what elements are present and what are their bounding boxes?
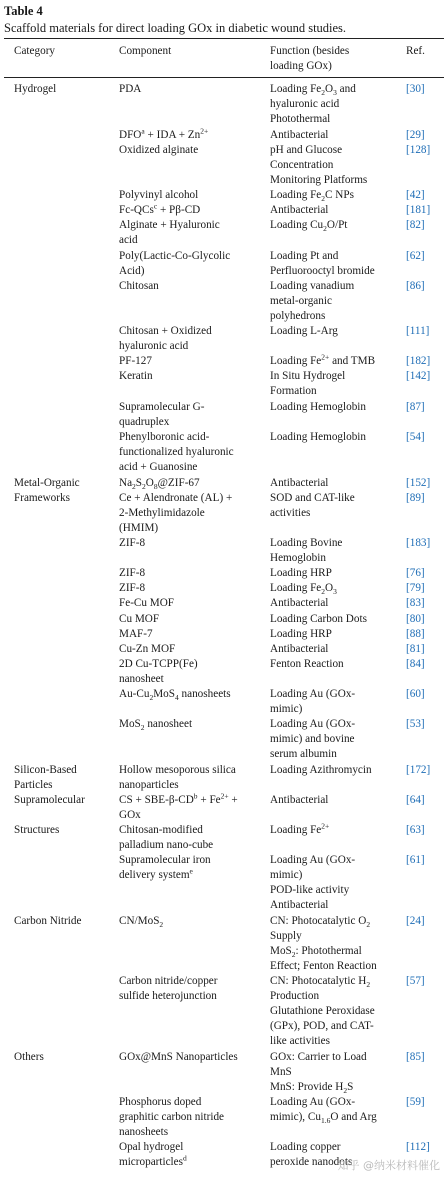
ref-link-text[interactable]: [152] (406, 477, 431, 489)
component-cell-line: $Au-Cu_2MoS_4$ nanosheets (119, 688, 231, 703)
function-cell-line: CN: Photocatalytic $O_2$ (270, 915, 371, 930)
function-cell (270, 188, 402, 203)
component-cell-line: quadruplex (119, 416, 170, 429)
function-cell-line: Fenton Reaction (270, 658, 344, 670)
header-function-line: loading GOx) (270, 60, 332, 73)
ref-link-text[interactable]: [182] (406, 355, 431, 367)
component-cell-line: Ce + Alendronate (AL) + (119, 492, 233, 504)
header-function-line: Function (besides (270, 45, 350, 57)
component-cell-line: Chitosan-modified (119, 824, 203, 836)
function-cell (270, 581, 402, 596)
ref-link[interactable] (406, 249, 444, 264)
function-cell-line: Antibacterial (270, 477, 329, 489)
component-cell-line: (HMIM) (119, 522, 159, 535)
function-cell-line: SOD and CAT-like (270, 492, 355, 504)
function-cell-line: Concentration (270, 159, 334, 172)
component-cell (119, 763, 267, 793)
ref-link[interactable] (406, 657, 444, 672)
function-cell-line: Loading copper (270, 1141, 341, 1153)
function-cell-line: mimic), $Cu_{1.6}O$ and Arg (270, 1111, 377, 1126)
category-cell (14, 823, 114, 838)
function-cell (270, 853, 402, 913)
function-cell (270, 476, 402, 491)
component-cell (119, 1095, 267, 1140)
function-cell-line: Loading Pt and (270, 250, 339, 262)
component-cell (119, 369, 267, 384)
header-component: Component (119, 45, 172, 57)
ref-link-text[interactable]: [60] (406, 688, 425, 700)
component-cell-line: functionalized hyaluronic (119, 446, 234, 459)
ref-link[interactable] (406, 823, 444, 838)
component-cell (119, 642, 267, 657)
function-cell-line: activities (270, 507, 311, 520)
component-cell-line: ZIF-8 (119, 567, 146, 579)
function-cell-line: Loading L-Arg (270, 325, 338, 337)
category-cell-line: Particles (14, 779, 53, 792)
component-cell-line: Hollow mesoporous silica (119, 764, 236, 776)
function-cell-line: Glutathione Peroxidase (270, 1005, 375, 1018)
function-cell-line: In Situ Hydrogel (270, 370, 346, 382)
component-cell-line: 2D Cu-TCPP(Fe) (119, 658, 198, 670)
component-cell (119, 476, 267, 491)
component-cell-line: Poly(Lactic-Co-Glycolic (119, 250, 231, 262)
component-cell-line: GOx (119, 809, 141, 822)
component-cell (119, 627, 267, 642)
function-cell-line: Loading Azithromycin (270, 764, 372, 776)
function-cell-line: POD-like activity (270, 884, 350, 897)
ref-link-text[interactable]: [76] (406, 567, 425, 579)
component-cell-line: Alginate + Hyaluronic (119, 219, 220, 231)
function-cell (270, 717, 402, 762)
component-cell-line: CS + SBE-$\beta-CD^b + Fe^{2+}$ + (119, 791, 238, 806)
component-cell (119, 430, 267, 475)
function-cell (270, 354, 402, 369)
ref-link-text[interactable]: [84] (406, 658, 425, 670)
function-cell-line: Production (270, 990, 320, 1003)
function-cell-line: Loading $Fe_2C$ NPs (270, 189, 354, 204)
function-cell-line: CN: Photocatalytic $H_2$ (270, 975, 371, 990)
category-cell (14, 82, 114, 97)
function-cell (270, 536, 402, 566)
component-cell (119, 354, 267, 369)
function-cell (270, 793, 402, 808)
ref-link[interactable] (406, 974, 444, 989)
component-cell-line: Keratin (119, 370, 153, 382)
ref-link-text[interactable]: [29] (406, 129, 425, 141)
function-cell (270, 324, 402, 339)
function-cell (270, 203, 402, 218)
ref-link[interactable] (406, 596, 444, 611)
function-cell-line: Perfluorooctyl bromide (270, 265, 375, 278)
ref-link[interactable] (406, 491, 444, 506)
component-cell (119, 1140, 267, 1170)
header-ref: Ref. (406, 45, 425, 57)
function-cell (270, 249, 402, 279)
ref-link-text[interactable]: [79] (406, 582, 425, 594)
function-cell-line: Photothermal (270, 113, 331, 126)
component-cell (119, 823, 267, 853)
ref-link[interactable] (406, 1140, 444, 1155)
function-cell-line: Loading $Cu_2O/Pt$ (270, 219, 348, 234)
component-cell (119, 249, 267, 279)
ref-link[interactable] (406, 430, 444, 445)
function-cell (270, 218, 402, 233)
function-cell-line: metal-organic (270, 295, 332, 308)
ref-link[interactable] (406, 128, 444, 158)
ref-link-text[interactable]: [62] (406, 250, 425, 262)
function-cell-line: Loading Hemoglobin (270, 431, 367, 443)
ref-link-text[interactable]: [181] (406, 204, 431, 216)
function-cell-line: Loading $Fe_2O_3$ and (270, 83, 356, 98)
header-category: Category (14, 45, 56, 57)
ref-link-text[interactable]: [59] (406, 1096, 425, 1108)
component-cell-line: microparticles$^d$ (119, 1153, 187, 1169)
ref-link[interactable] (406, 1095, 444, 1110)
function-cell-line: Antibacterial (270, 794, 329, 806)
category-cell (14, 914, 114, 929)
ref-link[interactable] (406, 354, 444, 369)
function-cell-line: Monitoring Platforms (270, 174, 368, 187)
function-cell-line: Loading Au (GOx- (270, 688, 356, 700)
ref-link-text[interactable]: [128] (406, 144, 431, 157)
ref-link-text[interactable]: [112] (406, 1141, 430, 1153)
function-cell-line: Antibacterial (270, 899, 329, 912)
function-cell (270, 400, 402, 415)
function-cell-line: Loading vanadium (270, 280, 355, 292)
function-cell (270, 974, 402, 1049)
ref-link-text[interactable]: [57] (406, 975, 425, 987)
component-cell-line: graphitic carbon nitride (119, 1111, 224, 1124)
component-cell (119, 203, 267, 218)
function-cell (270, 1050, 402, 1095)
ref-link[interactable] (406, 203, 444, 218)
component-cell-line: Oxidized alginate (119, 144, 199, 157)
ref-link-text[interactable]: [183] (406, 537, 431, 549)
ref-link[interactable] (406, 793, 444, 808)
function-cell-line: Antibacterial (270, 129, 329, 141)
function-cell-line: MoS$_2$: Photothermal (270, 945, 362, 960)
function-cell (270, 128, 402, 188)
component-cell (119, 793, 267, 823)
function-cell-line: Loading Carbon Dots (270, 613, 367, 625)
function-cell-line: Loading Au (GOx- (270, 854, 356, 866)
component-cell (119, 491, 267, 536)
component-cell (119, 400, 267, 430)
component-cell-line: Opal hydrogel (119, 1141, 184, 1153)
function-cell-line: Loading $Fe_2O_3$ (270, 582, 337, 597)
function-cell (270, 1095, 402, 1125)
ref-link[interactable] (406, 188, 444, 203)
function-cell-line: Loading HRP (270, 628, 332, 640)
component-cell-line: Cu-Zn MOF (119, 643, 176, 655)
ref-link[interactable] (406, 612, 444, 627)
table-title: Scaffold materials for direct loading GOx in diabetic wound studies. (4, 21, 347, 35)
component-cell-line: acid + Guanosine (119, 461, 198, 474)
component-cell-line: Carbon nitride/copper (119, 975, 218, 987)
category-cell-line: Frameworks (14, 492, 70, 505)
function-cell-line: Supply (270, 930, 302, 943)
function-cell (270, 823, 402, 838)
ref-link-text[interactable]: [142] (406, 370, 431, 382)
function-cell-line: GOx: Carrier to Load (270, 1051, 367, 1063)
function-cell-line: MnS: Provide $H_2S$ (270, 1081, 354, 1096)
function-cell-line: Loading $Fe^{2+}$ and TMB (270, 352, 376, 367)
component-cell-line: Supramolecular G- (119, 401, 205, 413)
component-cell-line: GOx@MnS Nanoparticles (119, 1051, 238, 1063)
component-cell-line: Supramolecular iron (119, 854, 211, 866)
component-cell (119, 566, 267, 581)
function-cell-line: pH and Glucose (270, 144, 343, 157)
component-cell (119, 581, 267, 596)
function-cell (270, 596, 402, 611)
function-cell-line: Hemoglobin (270, 552, 326, 565)
component-cell-line: sulfide heterojunction (119, 990, 217, 1003)
ref-link-text[interactable]: [54] (406, 431, 425, 443)
function-cell-line: Antibacterial (270, 597, 329, 609)
component-cell-line: Chitosan (119, 280, 159, 292)
component-cell-line: PDA (119, 83, 142, 95)
component-cell (119, 1050, 267, 1065)
function-cell-line: polyhedrons (270, 310, 326, 323)
ref-link[interactable] (406, 687, 444, 702)
ref-link[interactable] (406, 914, 444, 929)
component-cell-line: ZIF-8 (119, 582, 146, 594)
category-cell-line: Silicon-Based (14, 764, 77, 776)
top-rule (4, 38, 444, 39)
ref-link-text[interactable]: [63] (406, 824, 425, 836)
function-cell (270, 82, 402, 127)
component-cell-line: MoS$_2$ nanosheet (119, 718, 193, 733)
function-cell-line: Loading Au (GOx- (270, 718, 356, 730)
component-cell-line: Phosphorus doped (119, 1096, 202, 1108)
ref-link-text[interactable]: [81] (406, 643, 425, 655)
component-cell (119, 218, 267, 248)
ref-link[interactable] (406, 476, 444, 491)
ref-link[interactable] (406, 566, 444, 581)
ref-link[interactable] (406, 82, 444, 97)
category-cell-line: Supramolecular (14, 794, 85, 806)
ref-link-text[interactable]: [64] (406, 794, 425, 806)
ref-link[interactable] (406, 627, 444, 642)
component-cell-line: Fe-Cu MOF (119, 597, 175, 609)
ref-link-text[interactable]: [88] (406, 628, 425, 640)
component-cell-line: Phenylboronic acid- (119, 431, 210, 443)
function-cell (270, 369, 402, 399)
ref-link-text[interactable]: [30] (406, 83, 425, 95)
function-cell (270, 566, 402, 581)
component-cell-line: acid (119, 234, 138, 247)
ref-link[interactable] (406, 853, 444, 868)
ref-link[interactable] (406, 581, 444, 596)
component-cell (119, 82, 267, 97)
ref-link-text[interactable]: [85] (406, 1051, 425, 1063)
function-cell (270, 430, 402, 445)
function-cell-line: Loading Hemoglobin (270, 401, 367, 413)
category-cell-line: Metal-Organic (14, 477, 80, 489)
component-cell-line: PF-127 (119, 355, 152, 367)
component-cell-line: Chitosan + Oxidized (119, 325, 212, 337)
ref-link-text[interactable]: [42] (406, 189, 425, 201)
component-cell (119, 687, 267, 702)
function-cell-line: mimic) (270, 703, 303, 716)
function-cell-line: like activities (270, 1035, 330, 1048)
function-cell-line: Loading Au (GOx- (270, 1096, 356, 1108)
component-cell-line: Fc-QCs$^c$ + Pβ-CD (119, 201, 201, 216)
function-cell-line: hyaluronic acid (270, 98, 340, 111)
ref-link[interactable] (406, 1050, 444, 1065)
ref-link[interactable] (406, 279, 444, 294)
ref-link[interactable] (406, 218, 444, 233)
function-cell (270, 914, 402, 974)
category-cell (14, 1050, 114, 1065)
ref-link[interactable] (406, 324, 444, 339)
function-cell-line: peroxide nanodots (270, 1156, 353, 1169)
function-cell-line: Loading Bovine (270, 537, 343, 549)
function-cell (270, 279, 402, 324)
watermark: 知乎 @纳米材料催化 (337, 1159, 440, 1172)
category-cell-line: Hydrogel (14, 83, 57, 95)
table-label: Table 4 (4, 4, 43, 18)
function-cell-line: MnS (270, 1066, 292, 1079)
ref-link-text[interactable]: [86] (406, 280, 425, 292)
function-cell-line: (GPx), POD, and CAT- (270, 1020, 374, 1033)
component-cell-line: $DFO^a$ + IDA + $Zn^{2+}$ (119, 126, 209, 141)
component-cell (119, 188, 267, 203)
function-cell-line: Formation (270, 385, 317, 398)
function-cell-line: Loading HRP (270, 567, 332, 579)
component-cell-line: Cu MOF (119, 613, 160, 625)
component-cell-line: nanosheet (119, 673, 164, 686)
ref-link-text[interactable]: [82] (406, 219, 425, 231)
table-caption (4, 3, 444, 36)
ref-link-text[interactable]: [111] (406, 325, 430, 337)
component-cell-line: $Na_2S_2O_8@ZIF-67$ (119, 477, 200, 492)
function-cell (270, 491, 402, 521)
category-cell (14, 763, 114, 793)
function-cell-line: Antibacterial (270, 204, 329, 216)
component-cell-line: hyaluronic acid (119, 340, 189, 353)
category-cell-line: Others (14, 1051, 44, 1063)
function-cell-line: Antibacterial (270, 643, 329, 655)
category-cell-line: Carbon Nitride (14, 915, 82, 927)
ref-link-text[interactable]: [87] (406, 401, 425, 413)
component-cell-line: CN/MoS$_2$ (119, 915, 164, 930)
ref-link[interactable] (406, 717, 444, 732)
function-cell-line: Loading $Fe^{2+}$ (270, 821, 330, 836)
function-cell (270, 763, 402, 778)
ref-link-text[interactable]: [53] (406, 718, 425, 730)
component-cell-line: Polyvinyl alcohol (119, 189, 199, 201)
function-cell (270, 627, 402, 642)
component-cell-line: Acid) (119, 265, 145, 278)
component-cell (119, 914, 267, 929)
component-cell (119, 596, 267, 611)
component-cell (119, 657, 267, 687)
category-cell (14, 476, 114, 506)
component-cell (119, 974, 267, 1004)
ref-link-text[interactable]: [172] (406, 764, 431, 776)
function-cell (270, 612, 402, 627)
function-cell-line: mimic) (270, 869, 303, 882)
function-cell (270, 657, 402, 672)
component-cell (119, 612, 267, 627)
component-cell (119, 279, 267, 294)
component-cell-line: nanosheets (119, 1126, 169, 1139)
component-cell (119, 853, 267, 883)
component-cell (119, 324, 267, 354)
ref-link-text[interactable]: [89] (406, 492, 425, 504)
function-cell (270, 687, 402, 717)
function-cell (270, 642, 402, 657)
component-cell-line: 2-Methylimidazole (119, 507, 205, 520)
function-cell-line: serum albumin (270, 748, 337, 761)
component-cell-line: ZIF-8 (119, 537, 146, 549)
component-cell (119, 128, 267, 158)
ref-link[interactable] (406, 642, 444, 657)
ref-link[interactable] (406, 369, 444, 384)
category-cell-line: Structures (14, 824, 60, 836)
header-rule (4, 77, 444, 78)
component-cell-line: delivery system$^e$ (119, 866, 193, 882)
component-cell (119, 536, 267, 551)
ref-link[interactable] (406, 763, 444, 778)
function-cell-line: Effect; Fenton Reaction (270, 960, 377, 973)
ref-link-text[interactable]: [61] (406, 854, 425, 866)
ref-link-text[interactable]: [24] (406, 915, 425, 927)
component-cell-line: nanoparticles (119, 779, 179, 792)
component-cell-line: MAF-7 (119, 628, 153, 640)
ref-link-text[interactable]: [80] (406, 613, 425, 625)
component-cell (119, 717, 267, 732)
category-cell (14, 793, 114, 808)
component-cell-line: palladium nano-cube (119, 839, 214, 852)
ref-link[interactable] (406, 536, 444, 551)
ref-link-text[interactable]: [83] (406, 597, 425, 609)
ref-link[interactable] (406, 400, 444, 415)
header-function (270, 44, 402, 74)
function-cell-line: mimic) and bovine (270, 733, 355, 746)
